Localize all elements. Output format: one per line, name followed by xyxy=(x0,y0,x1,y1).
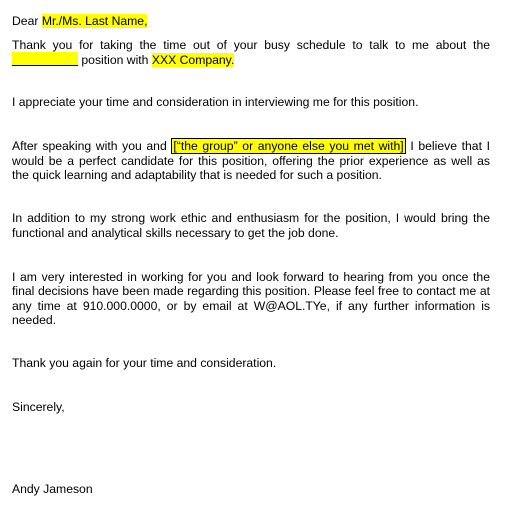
paragraph-3-line-3: the quick learning and adaptability that is needed for such a position. xyxy=(12,168,382,182)
paragraph-1-line-1: Thank you for taking the time out of your busy schedule to talk to me about the xyxy=(12,38,490,52)
paragraph-6: Thank you again for your time and consideration. xyxy=(12,356,277,370)
paragraph-4-line-1: In addition to my strong work ethic and enthusiasm for the position, I would bring the xyxy=(12,211,490,225)
paragraph-5-line-2: final decisions have been made regarding this position. Please feel free to contact me at xyxy=(12,284,490,298)
paragraph-4-line-2: functional and analytical skills necessary to get the job done. xyxy=(12,226,339,240)
paragraph-5-line-1: I am very interested in working for you and look forward to hearing from you once the xyxy=(12,270,490,284)
p3-post: I believe that I xyxy=(405,139,490,153)
salutation-prefix: Dear xyxy=(12,14,42,28)
paragraph-5-line-3: any time at 910.000.0000, or by email at W@AOL.TYe, if any further information is xyxy=(12,299,490,313)
signature: Andy Jameson xyxy=(12,482,93,496)
group-placeholder: [“the group” or anyone else you met with] xyxy=(173,139,404,153)
p3-pre: After speaking with you and xyxy=(12,139,172,153)
position-blank xyxy=(12,52,78,66)
salutation xyxy=(12,14,147,28)
paragraph-1-line-2 xyxy=(12,52,234,67)
salutation-name: Mr./Ms. Last Name, xyxy=(41,14,148,28)
paragraph-5-line-4: needed. xyxy=(12,313,57,327)
company-name: XXX Company. xyxy=(151,53,235,67)
closing: Sincerely, xyxy=(12,400,65,414)
paragraph-2: I appreciate your time and consideration in interviewing me for this position. xyxy=(12,95,419,109)
paragraph-3-line-2: would be a perfect candidate for this position, offering the prior experience as well as xyxy=(12,154,490,168)
position-with-text: position with xyxy=(78,53,152,67)
paragraph-3-line-1 xyxy=(12,139,490,153)
